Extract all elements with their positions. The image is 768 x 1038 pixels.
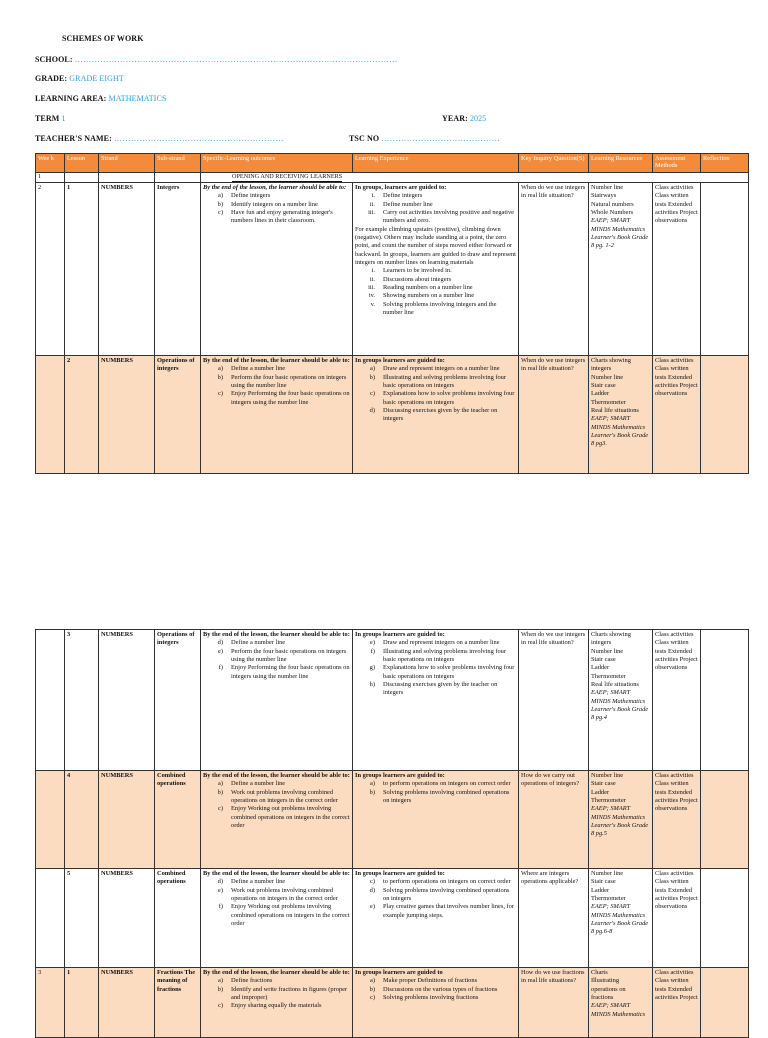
opening-cell <box>201 173 749 183</box>
assessment-cell: Class activities Class written tests Extended activities Project observations <box>653 630 701 771</box>
col-question: Key Inquiry Question(S) <box>519 154 589 173</box>
question-cell: Where are integers operations applicable? <box>519 869 589 968</box>
tsc-label: TSC NO <box>349 134 380 143</box>
experience-cell: In groups learners are guided to: c) to perform operations on integers on correct order d) Solving problems involving combined operations on integers e) Play creative games that involves number lines, for example jumping steps. <box>353 869 519 968</box>
teacher-line <box>35 134 284 143</box>
outcomes-cell: By the end of the lesson, the learner should be able to: a) Define a number line b) Work out problems involving combined operations on integers in the correct order c) Enjoy Working out problems involving combined operations on integers in the correct order <box>201 771 353 869</box>
list-item: g) Explanations how to solve problems involving four basic operations on integers <box>369 664 515 680</box>
substrand-cell: Combined operations <box>155 869 201 968</box>
strand-cell: NUMBERS <box>99 630 155 771</box>
list-item: b) Identify integers on a number line <box>217 200 318 208</box>
list-item: c) Explanations how to solve problems involving four basic operations on integers <box>370 390 515 406</box>
reflection-cell <box>701 968 749 1038</box>
school-line <box>35 55 398 64</box>
tsc-field[interactable]: …………………………………… <box>381 134 501 143</box>
resources-cell: Number line Stairways Natural numbers Whole Numbers EAEP; SMART MINDS Mathematics Learner's Book Grade 8 pg. 1-2 <box>589 183 653 356</box>
learning-area-line <box>35 94 167 103</box>
lesson-cell <box>65 173 99 183</box>
strand-cell: NUMBERS <box>99 183 155 356</box>
term-label: TERM <box>35 114 60 123</box>
list-item: i. Learners to be involved in. <box>371 267 452 275</box>
list-item: d) Define a number line <box>217 878 286 886</box>
lesson-cell: 3 <box>65 630 99 771</box>
list-item: iii. Reading numbers on a number line <box>368 283 473 291</box>
strand-cell: NUMBERS <box>99 356 155 474</box>
list-item: a) Draw and represent integers on a number line <box>370 365 500 373</box>
list-item: d) Define a number line <box>217 639 286 647</box>
grade-line <box>35 74 124 83</box>
experience-paragraph: For example climbing upstairs (positive), climbing down (negative). Others may include standing at a point, the zero point, and count the number of steps moved either forward or backward. In groups, learners are guided to draw and represent integers on number lines on learning materials <box>355 225 516 266</box>
list-item: a) to perform operations on integers on correct order <box>370 780 511 788</box>
teacher-label: TEACHER'S NAME: <box>35 134 112 143</box>
year-label: YEAR: <box>442 114 468 123</box>
list-item: ii. Discussions about integers <box>369 275 452 283</box>
table-row <box>36 869 749 968</box>
list-item: f) Illustrating and solving problems involving four basic operations on integers <box>370 647 507 663</box>
substrand-cell: Combined operations <box>155 771 201 869</box>
list-item: a) Define fractions <box>218 977 273 985</box>
table-header-row <box>36 154 749 173</box>
experience-cell: In groups learners are guided to a) Make proper Definitions of fractions b) Discussions on the various types of fractions c) Solving problems involving fractions <box>353 968 519 1038</box>
list-item: c) to perform operations on integers on correct order <box>370 878 511 886</box>
list-item: c) Enjoy Performing the four basic operations on integers using the number line <box>218 390 350 406</box>
list-item: i. Define integers <box>371 192 423 200</box>
list-item: b) Perform the four basic operations on integers using the number line <box>217 373 347 389</box>
list-item: c) Enjoy sharing equally the materials <box>218 1002 322 1010</box>
outcome-list <box>203 192 350 225</box>
reflection-cell <box>701 183 749 356</box>
substrand-cell: Fractions The meaning of fractions <box>155 968 201 1038</box>
schemes-table-part-2 <box>35 629 749 1038</box>
lesson-cell: 2 <box>65 356 99 474</box>
learning-area-label: LEARNING AREA: <box>35 94 107 103</box>
experience-list-2 <box>355 267 516 317</box>
grade-label: GRADE: <box>35 74 68 83</box>
list-item: b) Discussions on the various types of fractions <box>369 985 498 993</box>
col-reflection: Reflection <box>701 154 749 173</box>
assessment-cell: Class activities Class written tests Extended activities Project observations <box>653 869 701 968</box>
question-cell: How do we use fractions in real life situations? <box>519 968 589 1038</box>
strand-cell: NUMBERS <box>99 968 155 1038</box>
schemes-table-part-1 <box>35 153 749 474</box>
outcomes-cell: By the end of the lesson, the learner should be able to: d) Define a number line e) Work out problems involving combined operations on integers in the correct order f) Enjoy Working out problems involving combined operations on integers in the correct order <box>201 869 353 968</box>
resources-cell: Number line Stair case Ladder Thermometer EAEP; SMART MINDS Mathematics Learner's Book Grade 8 pg.5 <box>589 771 653 869</box>
outcomes-cell: By the end of the lesson, the learner should be able to: a) Define a number line b) Perform the four basic operations on integers using the number line c) Enjoy Performing the four basic operations on integers using the number line <box>201 356 353 474</box>
table-row <box>36 183 749 356</box>
week-cell: 2 <box>36 183 65 356</box>
teacher-field[interactable]: …………………………………………………… <box>113 134 284 143</box>
strand-cell <box>99 173 155 183</box>
list-item: b) Solving problems involving combined operations on integers <box>369 788 510 804</box>
col-outcomes: Specific-Learning outcomes <box>201 154 353 173</box>
week-cell <box>36 630 65 771</box>
list-item: e) Perform the four basic operations on integers using the number line <box>218 647 347 663</box>
table-row <box>36 968 749 1038</box>
col-week: Wee k <box>36 154 65 173</box>
question-cell: When do we use integers in real life situation? <box>519 183 589 356</box>
substrand-cell: Integers <box>155 183 201 356</box>
list-item: c) Have fun and enjoy generating integer's numbers lines in their classroom. <box>218 208 333 225</box>
resources-cell: Charts showing integers Number line Stair case Ladder Thermometer Real life situations EAEP; SMART MINDS Mathematics Learner's Book Grade 8 pg3. <box>589 356 653 474</box>
assessment-cell: Class activities Class written tests Extended activities Project observations <box>653 771 701 869</box>
lesson-cell: 1 <box>65 968 99 1038</box>
question-cell: How do we carry out operations of integers? <box>519 771 589 869</box>
table-row <box>36 356 749 474</box>
substrand-cell: Operations of integers <box>155 356 201 474</box>
tsc-line <box>349 134 500 143</box>
grade-value: GRADE EIGHT <box>69 74 124 83</box>
year-value: 2025 <box>469 114 487 123</box>
term-line <box>35 114 66 123</box>
list-item: e) Draw and represent integers on a number line <box>370 639 500 647</box>
outcome-intro: By the end of the lesson, the learner should be able to: <box>203 184 347 191</box>
list-item: h) Discussing exercises given by the teacher on integers <box>369 680 498 697</box>
opening-text: OPENING AND RECEIVING LEARNERS <box>232 173 343 180</box>
school-label: SCHOOL: <box>35 55 73 64</box>
week-cell <box>36 356 65 474</box>
reflection-cell <box>701 771 749 869</box>
outcomes-cell: By the end of the lesson, the learner should be able to: a) Define fractions b) Identify and write fractions in figures (proper and improper) c) Enjoy sharing equally the materials <box>201 968 353 1038</box>
table-row <box>36 173 749 183</box>
list-item: ii. Define number line <box>369 200 433 208</box>
assessment-cell: Class activities Class written tests Extended activities Project observations <box>653 183 701 356</box>
year-line <box>442 114 486 123</box>
col-experience: Learning Experience <box>353 154 519 173</box>
week-cell <box>36 771 65 869</box>
experience-cell: In groups learners are guided to: a) to perform operations on integers on correct order b) Solving problems involving combined operations on integers <box>353 771 519 869</box>
list-item: f) Enjoy Performing the four basic operations on integers using the number line <box>218 664 350 680</box>
list-item: e) Work out problems involving combined operations on integers in the correct order <box>218 886 338 902</box>
outcomes-cell <box>201 183 353 356</box>
list-item: v. Solving problems involving integers and the number line <box>370 300 497 316</box>
col-strand: Strand <box>99 154 155 173</box>
col-substrand: Sub-strand <box>155 154 201 173</box>
week-cell: 1 <box>36 173 65 183</box>
col-assessment: Assessment Methods <box>653 154 701 173</box>
list-item: c) Enjoy Working out problems involving combined operations on integers in the correct order <box>218 805 350 829</box>
list-item: b) Work out problems involving combined operations on integers in the correct order <box>217 788 338 804</box>
substrand-cell: Operations of integers <box>155 630 201 771</box>
strand-cell: NUMBERS <box>99 869 155 968</box>
reflection-cell <box>701 630 749 771</box>
list-item: c) Solving problems involving fractions <box>370 993 479 1001</box>
learning-area-value: MATHEMATICS <box>108 94 167 103</box>
col-resources: Learning Resources <box>589 154 653 173</box>
substrand-cell <box>155 173 201 183</box>
experience-list <box>355 192 516 225</box>
resources-cell: Charts Illustrating operations on fractions EAEP; SMART MINDS Mathematics <box>589 968 653 1038</box>
experience-cell: In groups learners are guided to: e) Draw and represent integers on a number line f) Illustrating and solving problems involving four basic operations on integers g) Explanations how to solve problems involving four basic operations on integers h) Discussing exercises given by the teacher on integers <box>353 630 519 771</box>
reflection-cell <box>701 869 749 968</box>
week-cell <box>36 869 65 968</box>
list-item: a) Define integers <box>218 192 271 200</box>
document-title: SCHEMES OF WORK <box>62 34 144 43</box>
experience-cell <box>353 183 519 356</box>
list-item: f) Enjoy Working out problems involving combined operations on integers in the correct order <box>218 903 350 927</box>
assessment-cell: Class activities Class written tests Extended activities Project <box>653 968 701 1038</box>
col-lesson: Lesson <box>65 154 99 173</box>
list-item: a) Make proper Definitions of fractions <box>370 977 478 985</box>
reflection-cell <box>701 356 749 474</box>
question-cell: When do we use integers in real life situation? <box>519 630 589 771</box>
lesson-cell: 1 <box>65 183 99 356</box>
assessment-cell: Class activities Class written tests Extended activities Project observations <box>653 356 701 474</box>
lesson-cell: 5 <box>65 869 99 968</box>
list-item: a) Define a number line <box>218 365 286 373</box>
school-field[interactable]: …………………………………………………………………………………………………… <box>74 55 398 64</box>
list-item: d) Discussing exercises given by the teacher on integers <box>369 406 498 423</box>
experience-intro: In groups, learners are guided to: <box>355 184 447 191</box>
list-item: a) Define a number line <box>218 780 286 788</box>
list-item: e) Play creative games that involves number lines, for example jumping steps. <box>370 903 514 919</box>
list-item: iii. Carry out activities involving positive and negative numbers and zero. <box>368 208 514 225</box>
term-value: 1 <box>61 114 66 123</box>
list-item: iv. Showing numbers on a number line <box>368 292 475 300</box>
table-row <box>36 630 749 771</box>
list-item: b) Illustrating and solving problems involving four basic operations on integers <box>369 373 507 389</box>
experience-cell: In groups learners are guided to: a) Draw and represent integers on a number line b) Illustrating and solving problems involving four basic operations on integers c) Explanations how to solve problems involving four basic operations on integers d) Discussing exercises given by the teacher on integers <box>353 356 519 474</box>
outcomes-cell: By the end of the lesson, the learner should be able to: d) Define a number line e) Perform the four basic operations on integers using the number line f) Enjoy Performing the four basic operations on integers using the number line <box>201 630 353 771</box>
resources-cell: Number line Stair case Ladder Thermometer EAEP; SMART MINDS Mathematics Learner's Book Grade 8 pg.6-8 <box>589 869 653 968</box>
week-cell: 3 <box>36 968 65 1038</box>
lesson-cell: 4 <box>65 771 99 869</box>
resources-cell: Charts showing integers Number line Stair case Ladder Thermometer Real life situations EAEP; SMART MINDS Mathematics Learner's Book Grade 8 pg.4 <box>589 630 653 771</box>
strand-cell: NUMBERS <box>99 771 155 869</box>
question-cell: When do we use integers in real life situation? <box>519 356 589 474</box>
table-row <box>36 771 749 869</box>
list-item: b) Identify and write fractions in figures (proper and improper) <box>217 985 348 1001</box>
list-item: d) Solving problems involving combined operations on integers <box>369 886 510 902</box>
